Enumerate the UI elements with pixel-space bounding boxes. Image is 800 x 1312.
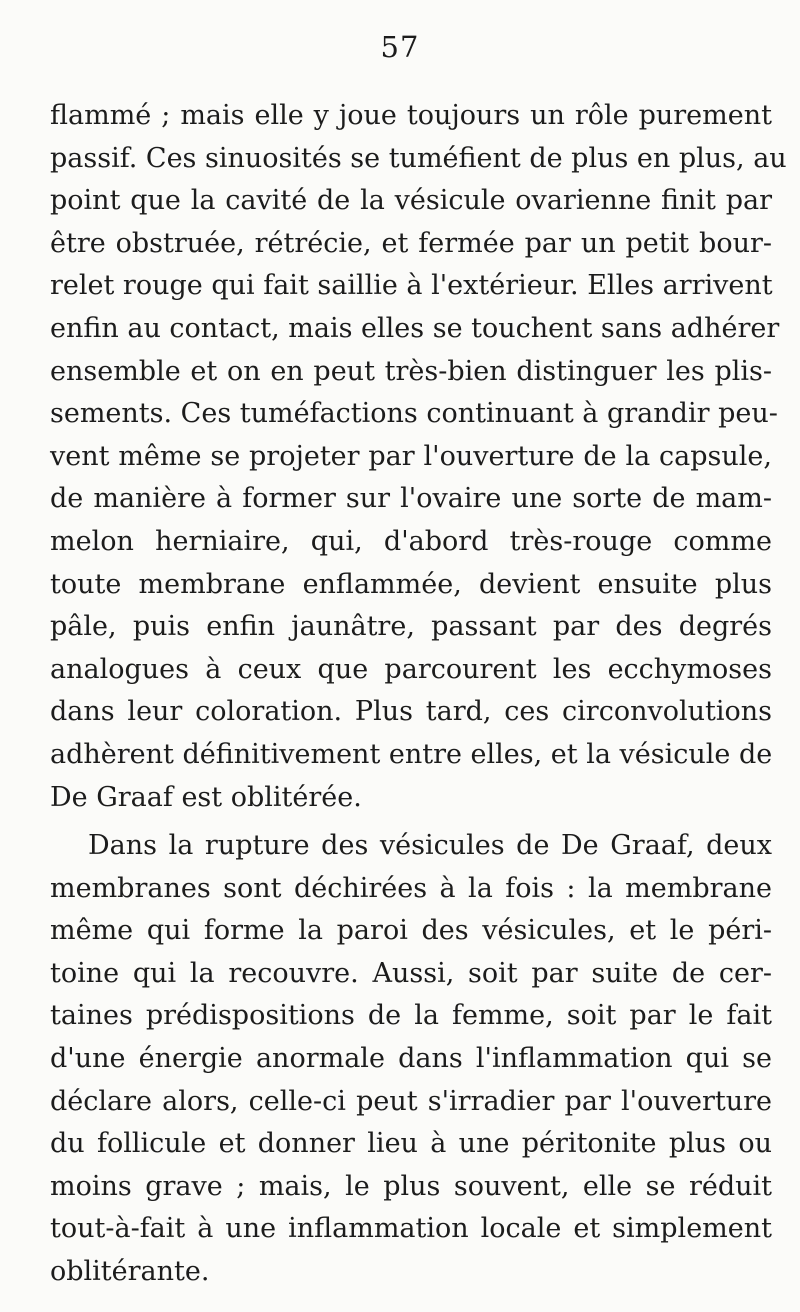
text-line: vent même se projeter par l'ouverture de la capsule,: [50, 440, 772, 472]
text-line: analogues à ceux que parcourent les ecchymoses: [50, 653, 772, 685]
text-line: oblitérante.: [50, 1256, 210, 1288]
paragraph-2: [50, 825, 772, 1294]
text-line: enfin au contact, mais elles se touchent sans adhérer: [50, 312, 780, 344]
body-text: [50, 95, 787, 1294]
text-line: taines prédispositions de la femme, soit par le fait: [50, 1000, 772, 1032]
text-line: pâle, puis enfin jaunâtre, passant par des degrés: [50, 611, 772, 643]
text-line: même qui forme la paroi des vésicules, et le péri-: [50, 915, 772, 947]
text-line: passif. Ces sinuosités se tuméfient de plus en plus, au: [50, 142, 787, 174]
text-line: du follicule et donner lieu à une péritonite plus ou: [50, 1128, 772, 1160]
text-line: toute membrane enflammée, devient ensuite plus: [50, 568, 772, 600]
text-line: tout-à-fait à une inflammation locale et simplement: [50, 1213, 772, 1245]
text-line: melon herniaire, qui, d'abord très-rouge comme: [50, 525, 772, 557]
text-line: d'une énergie anormale dans l'inflammation qui se: [50, 1043, 772, 1075]
text-line: être obstruée, rétrécie, et fermée par un petit bour-: [50, 227, 772, 259]
text-line: flammé ; mais elle y joue toujours un rôle purement: [50, 100, 772, 131]
text-line: déclare alors, celle-ci peut s'irradier par l'ouverture: [50, 1085, 772, 1117]
text-line: De Graaf est oblitérée.: [50, 781, 362, 813]
text-line: membranes sont déchirées à la fois : la membrane: [50, 872, 772, 904]
paragraph-1: [50, 95, 787, 819]
page-number: 57: [380, 30, 420, 64]
text-line: sements. Ces tuméfactions continuant à grandir peu-: [50, 398, 778, 430]
text-line: point que la cavité de la vésicule ovarienne finit par: [50, 185, 772, 217]
text-line: adhèrent définitivement entre elles, et la vésicule de: [50, 738, 773, 770]
text-line: dans leur coloration. Plus tard, ces circonvolutions: [50, 696, 772, 728]
text-line: relet rouge qui fait saillie à l'extérieur. Elles arrivent: [50, 270, 773, 302]
text-line: de manière à former sur l'ovaire une sorte de mam-: [50, 483, 772, 515]
text-line: ensemble et on en peut très-bien distinguer les plis-: [50, 355, 772, 387]
text-line: Dans la rupture des vésicules de De Graaf, deux: [88, 830, 772, 862]
text-line: moins grave ; mais, le plus souvent, elle se réduit: [50, 1170, 772, 1202]
text-line: toine qui la recouvre. Aussi, soit par suite de cer-: [50, 957, 772, 989]
